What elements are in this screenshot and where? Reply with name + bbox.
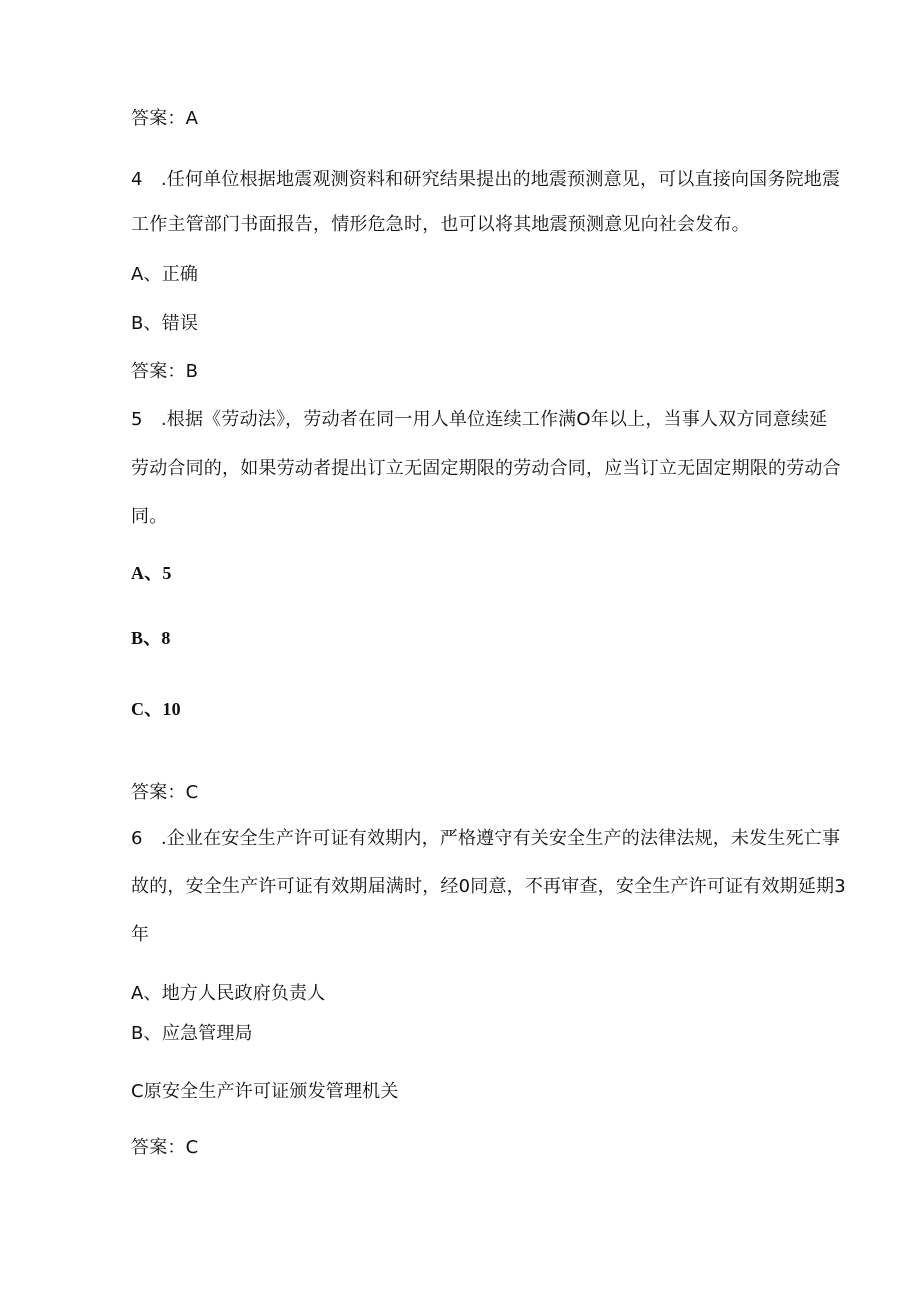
- option-c: C原安全生产许可证颁发管理机关: [131, 1081, 399, 1102]
- option-c: C、10: [131, 699, 181, 719]
- question-5-text-line-3: 同。: [131, 506, 168, 527]
- question-6-text-line-3: 年: [131, 924, 150, 945]
- option-b: B、错误: [131, 313, 199, 334]
- question-4-text-line-2: 工作主管部门书面报告，情形危急时，也可以将其地震预测意见向社会发布。: [131, 214, 750, 235]
- option-b: B、8: [131, 628, 171, 648]
- answer-line: 答案：C: [131, 1137, 199, 1158]
- question-6-text-line-1: 6 .企业在安全生产许可证有效期内，严格遵守有关安全生产的法律法规，未发生死亡事: [131, 828, 841, 849]
- question-6-text-line-2: 故的，安全生产许可证有效期届满时，经0同意，不再审查，安全生产许可证有效期延期3: [131, 876, 846, 897]
- option-a: A、5: [131, 563, 172, 583]
- option-a: A、地方人民政府负责人: [131, 983, 326, 1004]
- question-5-text-line-1: 5 .根据《劳动法》，劳动者在同一用人单位连续工作满O年以上，当事人双方同意续延: [131, 409, 828, 430]
- answer-line: 答案：B: [131, 361, 199, 382]
- option-a: A、正确: [131, 264, 199, 285]
- option-b: B、应急管理局: [131, 1023, 253, 1044]
- question-5-text-line-2: 劳动合同的，如果劳动者提出订立无固定期限的劳动合同，应当订立无固定期限的劳动合: [131, 458, 841, 479]
- question-4-text-line-1: 4 .任何单位根据地震观测资料和研究结果提出的地震预测意见，可以直接向国务院地震: [131, 169, 841, 190]
- answer-line: 答案：A: [131, 108, 199, 129]
- answer-line: 答案：C: [131, 782, 199, 803]
